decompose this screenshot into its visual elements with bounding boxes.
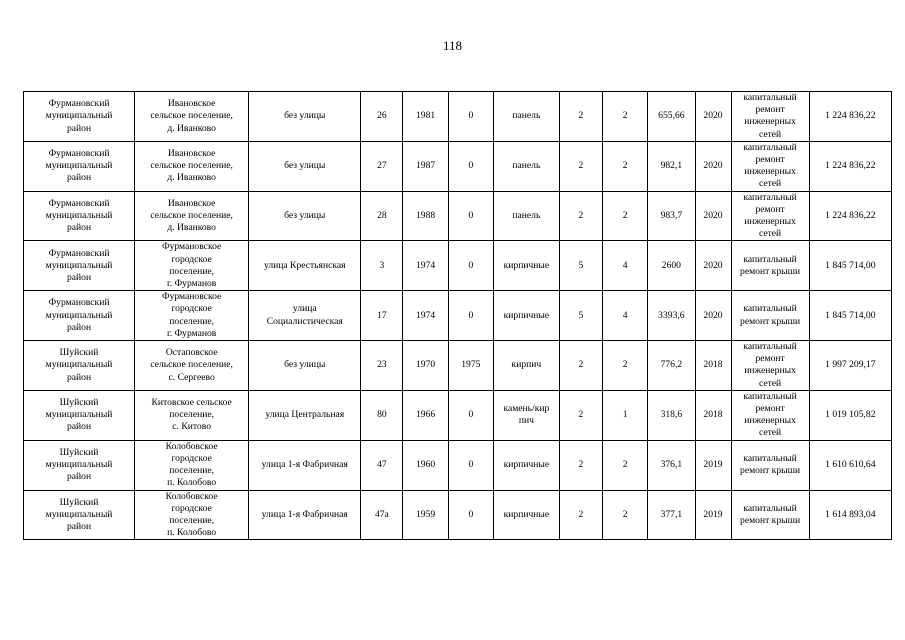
year-reconstructed-cell-text: 0	[468, 508, 474, 520]
cost-cell-text: 1 224 836,22	[825, 110, 876, 122]
wall-material-cell	[493, 92, 559, 142]
plan-year-cell	[695, 92, 731, 142]
year-reconstructed-cell	[448, 390, 493, 440]
work-type-cell-text: капитальный ремонт инженерных сетей	[743, 92, 797, 140]
street-cell	[249, 92, 361, 142]
area-cell	[648, 341, 695, 391]
page-number: 118	[442, 38, 463, 53]
street-cell-text: улица Центральная	[265, 409, 345, 421]
district-cell-text: Фурмановский муниципальный район	[45, 98, 113, 134]
work-type-cell	[731, 490, 809, 540]
year-reconstructed-cell-text: 0	[468, 458, 474, 470]
year-built-cell-text: 1988	[416, 209, 436, 221]
entrances-cell-text: 2	[622, 359, 628, 371]
floors-cell-text: 2	[578, 110, 584, 122]
district-cell-text: Шуйский муниципальный район	[45, 446, 113, 483]
year-built-cell	[403, 440, 448, 490]
year-built-cell-text: 1987	[416, 160, 436, 172]
settlement-cell-text: Ивановское сельское поселение, д. Иванково	[150, 98, 233, 134]
street-cell-text: без улицы	[284, 110, 326, 122]
wall-material-cell	[493, 440, 559, 490]
table-row	[24, 390, 892, 440]
entrances-cell-text: 2	[622, 458, 628, 470]
year-built-cell	[403, 341, 448, 391]
settlement-cell-text: Ивановское сельское поселение, д. Иванково	[150, 197, 233, 234]
plan-year-cell	[695, 440, 731, 490]
area-cell-text: 376,1	[660, 458, 683, 470]
house-number-cell-text: 3	[379, 259, 385, 271]
cost-cell-text: 1 614 893,04	[825, 508, 876, 520]
entrances-cell-text: 1	[622, 409, 628, 421]
street-cell	[249, 241, 361, 291]
cost-cell-text: 1 845 714,00	[825, 309, 876, 321]
year-built-cell	[403, 490, 448, 540]
work-type-cell	[731, 191, 809, 241]
work-type-cell-text: капитальный ремонт инженерных сетей	[743, 341, 797, 389]
table-row	[24, 440, 892, 490]
table-row	[24, 191, 892, 241]
work-type-cell	[731, 241, 809, 291]
house-number-cell-text: 23	[377, 359, 387, 371]
house-number-cell-text: 17	[377, 309, 387, 321]
street-cell	[249, 490, 361, 540]
work-type-cell-text: капитальный ремонт инженерных сетей	[743, 390, 797, 439]
district-cell	[24, 440, 135, 490]
wall-material-cell	[493, 291, 559, 341]
table-row	[24, 141, 892, 191]
work-type-cell	[731, 390, 809, 440]
wall-material-cell-text: панель	[512, 160, 541, 172]
work-type-cell-text: капитальный ремонт инженерных сетей	[743, 191, 797, 240]
house-number-cell-text: 80	[377, 409, 387, 421]
wall-material-cell	[493, 390, 559, 440]
street-cell-text: улица 1-я Фабричная	[261, 458, 348, 470]
floors-cell	[559, 440, 602, 490]
year-built-cell	[403, 241, 448, 291]
settlement-cell	[135, 92, 249, 142]
wall-material-cell-text: кирпичные	[503, 309, 550, 321]
floors-cell	[559, 92, 602, 142]
table-row	[24, 341, 892, 391]
settlement-cell-text: Ивановское сельское поселение, д. Иванково	[150, 147, 233, 184]
cost-cell	[809, 241, 891, 291]
district-cell	[24, 390, 135, 440]
entrances-cell	[602, 291, 647, 341]
floors-cell	[559, 341, 602, 391]
street-cell-text: без улицы	[284, 209, 326, 221]
wall-material-cell-text: кирпичные	[503, 508, 550, 520]
year-reconstructed-cell-text: 0	[468, 110, 474, 122]
year-reconstructed-cell	[448, 92, 493, 142]
entrances-cell-text: 2	[622, 508, 628, 520]
wall-material-cell-text: панель	[512, 209, 541, 221]
year-reconstructed-cell	[448, 191, 493, 241]
house-number-cell	[361, 390, 403, 440]
plan-year-cell-text: 2019	[703, 508, 723, 520]
house-number-cell	[361, 191, 403, 241]
street-cell-text: без улицы	[284, 160, 326, 172]
settlement-cell-text: Фурмановское городское поселение, г. Фурманов	[161, 241, 222, 290]
district-cell-text: Шуйский муниципальный район	[45, 347, 113, 383]
cost-cell	[809, 92, 891, 142]
area-cell-text: 377,1	[660, 508, 683, 520]
year-reconstructed-cell-text: 0	[468, 160, 474, 172]
year-built-cell-text: 1981	[416, 110, 436, 122]
district-cell	[24, 191, 135, 241]
house-number-cell	[361, 291, 403, 341]
house-number-cell	[361, 341, 403, 391]
area-cell	[648, 291, 695, 341]
wall-material-cell	[493, 241, 559, 291]
entrances-cell	[602, 241, 647, 291]
area-cell-text: 982,1	[660, 160, 683, 172]
table-row	[24, 92, 892, 142]
wall-material-cell-text: кирпич	[511, 359, 542, 371]
settlement-cell	[135, 490, 249, 540]
year-built-cell	[403, 291, 448, 341]
house-number-cell-text: 28	[377, 209, 387, 221]
house-number-cell	[361, 141, 403, 191]
entrances-cell-text: 2	[622, 110, 628, 122]
plan-year-cell-text: 2020	[703, 309, 723, 321]
work-type-cell-text: капитальный ремонт инженерных сетей	[743, 141, 797, 190]
district-cell	[24, 241, 135, 291]
area-cell-text: 983,7	[660, 209, 683, 221]
floors-cell-text: 2	[578, 508, 584, 520]
year-reconstructed-cell-text: 1975	[461, 359, 481, 371]
cost-cell	[809, 291, 891, 341]
street-cell	[249, 191, 361, 241]
cost-cell-text: 1 224 836,22	[825, 209, 876, 221]
plan-year-cell-text: 2020	[703, 259, 723, 271]
street-cell-text: улица Социалистическая	[266, 303, 343, 327]
cost-cell	[809, 341, 891, 391]
plan-year-cell-text: 2018	[703, 359, 723, 371]
house-number-cell	[361, 440, 403, 490]
entrances-cell	[602, 440, 647, 490]
settlement-cell	[135, 341, 249, 391]
district-cell	[24, 291, 135, 341]
house-number-cell	[361, 241, 403, 291]
work-type-cell	[731, 291, 809, 341]
street-cell-text: улица 1-я Фабричная	[261, 508, 348, 520]
district-cell	[24, 341, 135, 391]
street-cell	[249, 440, 361, 490]
area-cell	[648, 141, 695, 191]
year-built-cell-text: 1974	[416, 309, 436, 321]
floors-cell	[559, 191, 602, 241]
entrances-cell-text: 4	[622, 259, 628, 271]
plan-year-cell	[695, 141, 731, 191]
cost-cell-text: 1 845 714,00	[825, 259, 876, 271]
area-cell	[648, 490, 695, 540]
district-cell-text: Фурмановский муниципальный район	[45, 197, 113, 234]
plan-year-cell-text: 2018	[703, 409, 723, 421]
district-cell	[24, 490, 135, 540]
settlement-cell	[135, 141, 249, 191]
settlement-cell	[135, 390, 249, 440]
entrances-cell	[602, 92, 647, 142]
year-reconstructed-cell	[448, 490, 493, 540]
wall-material-cell-text: кирпичные	[503, 458, 550, 470]
settlement-cell	[135, 291, 249, 341]
street-cell-text: без улицы	[284, 359, 326, 371]
area-cell-text: 776,2	[660, 359, 683, 371]
floors-cell-text: 2	[578, 359, 584, 371]
cost-cell	[809, 191, 891, 241]
year-reconstructed-cell-text: 0	[468, 209, 474, 221]
wall-material-cell	[493, 490, 559, 540]
floors-cell	[559, 241, 602, 291]
street-cell-text: улица Крестьянская	[263, 259, 346, 271]
house-number-cell	[361, 92, 403, 142]
year-built-cell-text: 1960	[416, 458, 436, 470]
floors-cell	[559, 390, 602, 440]
work-type-cell	[731, 141, 809, 191]
street-cell	[249, 341, 361, 391]
table-row	[24, 291, 892, 341]
wall-material-cell	[493, 141, 559, 191]
area-cell	[648, 191, 695, 241]
table-row	[24, 241, 892, 291]
work-type-cell-text: капитальный ремонт крыши	[740, 253, 801, 277]
area-cell-text: 318,6	[660, 409, 683, 421]
plan-year-cell-text: 2019	[703, 458, 723, 470]
year-reconstructed-cell-text: 0	[468, 409, 474, 421]
floors-cell	[559, 490, 602, 540]
house-number-cell-text: 26	[377, 110, 387, 122]
house-number-cell-text: 47а	[374, 508, 389, 520]
year-reconstructed-cell	[448, 291, 493, 341]
district-cell-text: Шуйский муниципальный район	[45, 496, 113, 532]
year-built-cell	[403, 191, 448, 241]
year-built-cell-text: 1959	[416, 508, 436, 520]
cost-cell-text: 1 997 209,17	[825, 359, 876, 371]
settlement-cell	[135, 191, 249, 241]
year-built-cell-text: 1974	[416, 259, 436, 271]
settlement-cell	[135, 241, 249, 291]
entrances-cell	[602, 341, 647, 391]
cost-cell-text: 1 019 105,82	[825, 409, 876, 421]
cost-cell-text: 1 224 836,22	[825, 160, 876, 172]
year-built-cell	[403, 141, 448, 191]
work-type-cell-text: капитальный ремонт крыши	[740, 502, 801, 526]
cost-cell	[809, 490, 891, 540]
work-type-cell-text: капитальный ремонт крыши	[740, 303, 801, 327]
table-body	[24, 92, 892, 540]
year-built-cell-text: 1970	[416, 359, 436, 371]
work-type-cell	[731, 92, 809, 142]
street-cell	[249, 291, 361, 341]
settlement-cell-text: Фурмановское городское поселение, г. Фурманов	[161, 291, 222, 339]
work-type-cell	[731, 341, 809, 391]
year-built-cell	[403, 92, 448, 142]
floors-cell-text: 2	[578, 160, 584, 172]
year-reconstructed-cell	[448, 341, 493, 391]
house-number-cell-text: 27	[377, 160, 387, 172]
table-row	[24, 490, 892, 540]
area-cell	[648, 241, 695, 291]
district-cell-text: Фурмановский муниципальный район	[45, 147, 113, 184]
year-built-cell-text: 1966	[416, 409, 436, 421]
year-reconstructed-cell-text: 0	[468, 259, 474, 271]
floors-cell-text: 2	[578, 409, 584, 421]
settlement-cell-text: Колобовское городское поселение, п. Колобово	[165, 490, 218, 539]
area-cell	[648, 440, 695, 490]
cost-cell	[809, 141, 891, 191]
settlement-cell	[135, 440, 249, 490]
street-cell	[249, 390, 361, 440]
settlement-cell-text: Китовское сельское поселение, с. Китово	[151, 396, 232, 433]
year-reconstructed-cell-text: 0	[468, 309, 474, 321]
year-built-cell	[403, 390, 448, 440]
work-type-cell-text: капитальный ремонт крыши	[740, 452, 801, 477]
plan-year-cell	[695, 390, 731, 440]
plan-year-cell-text: 2020	[703, 160, 723, 172]
settlement-cell-text: Остаповское сельское поселение, с. Сергеево	[150, 347, 233, 383]
district-cell-text: Фурмановский муниципальный район	[45, 247, 113, 283]
settlement-cell-text: Колобовское городское поселение, п. Колобово	[165, 440, 218, 489]
area-cell-text: 3393,6	[658, 309, 685, 321]
cost-cell	[809, 440, 891, 490]
work-type-cell	[731, 440, 809, 490]
wall-material-cell	[493, 341, 559, 391]
area-cell-text: 655,66	[658, 110, 685, 122]
entrances-cell	[602, 490, 647, 540]
entrances-cell-text: 2	[622, 209, 628, 221]
plan-year-cell-text: 2020	[703, 209, 723, 221]
floors-cell	[559, 291, 602, 341]
plan-year-cell	[695, 341, 731, 391]
wall-material-cell-text: камень/кир пич	[503, 403, 550, 427]
entrances-cell	[602, 191, 647, 241]
wall-material-cell	[493, 191, 559, 241]
housing-repair-table	[23, 91, 892, 540]
cost-cell-text: 1 610 610,64	[825, 458, 876, 470]
entrances-cell-text: 4	[622, 309, 628, 321]
entrances-cell	[602, 390, 647, 440]
floors-cell-text: 2	[578, 458, 584, 470]
floors-cell-text: 5	[578, 259, 584, 271]
house-number-cell	[361, 490, 403, 540]
floors-cell-text: 5	[578, 309, 584, 321]
plan-year-cell	[695, 291, 731, 341]
street-cell	[249, 141, 361, 191]
floors-cell-text: 2	[578, 209, 584, 221]
plan-year-cell-text: 2020	[703, 110, 723, 122]
wall-material-cell-text: панель	[512, 110, 541, 122]
cost-cell	[809, 390, 891, 440]
house-number-cell-text: 47	[377, 458, 387, 470]
year-reconstructed-cell	[448, 440, 493, 490]
district-cell-text: Шуйский муниципальный район	[45, 396, 113, 433]
year-reconstructed-cell	[448, 141, 493, 191]
entrances-cell-text: 2	[622, 160, 628, 172]
area-cell	[648, 92, 695, 142]
district-cell-text: Фурмановский муниципальный район	[45, 297, 113, 333]
plan-year-cell	[695, 191, 731, 241]
entrances-cell	[602, 141, 647, 191]
wall-material-cell-text: кирпичные	[503, 259, 550, 271]
area-cell	[648, 390, 695, 440]
plan-year-cell	[695, 241, 731, 291]
area-cell-text: 2600	[661, 259, 681, 271]
district-cell	[24, 92, 135, 142]
plan-year-cell	[695, 490, 731, 540]
year-reconstructed-cell	[448, 241, 493, 291]
district-cell	[24, 141, 135, 191]
floors-cell	[559, 141, 602, 191]
